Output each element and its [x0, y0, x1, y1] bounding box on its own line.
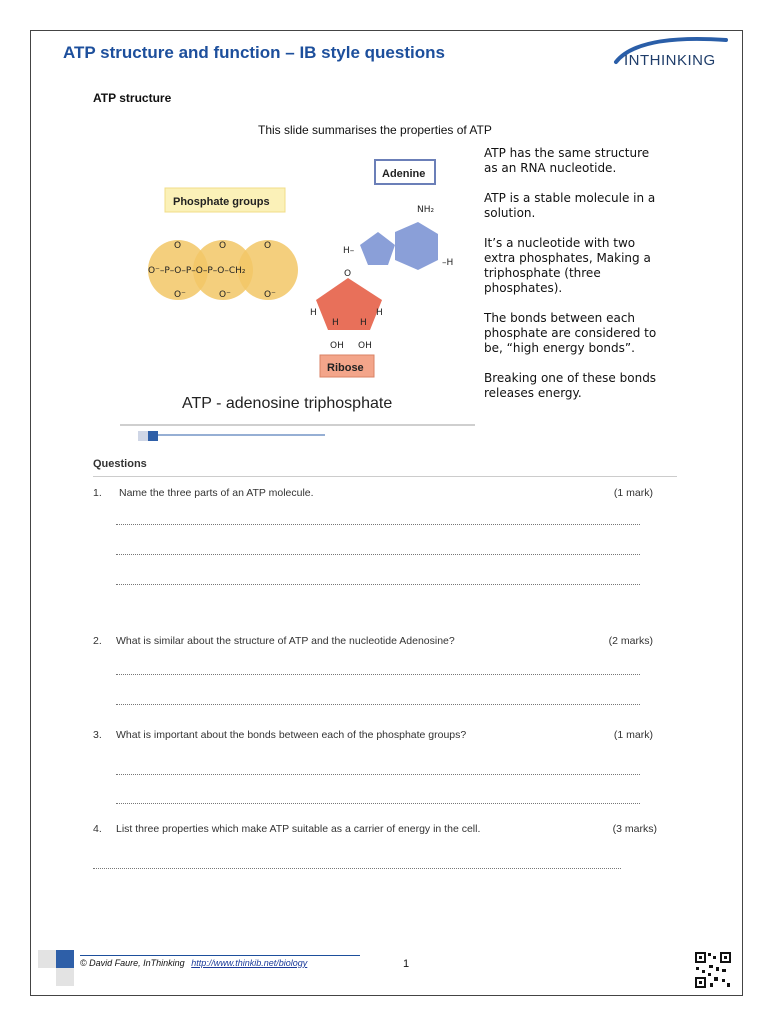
question-marks: (1 mark)	[613, 487, 653, 499]
answer-line[interactable]	[116, 803, 640, 804]
questions-heading: Questions	[93, 458, 147, 470]
page-title: ATP structure and function – IB style questions	[63, 43, 445, 62]
footer-decoration	[38, 950, 80, 986]
atp-diagram	[120, 150, 480, 450]
answer-line[interactable]	[116, 584, 640, 585]
adenine-ring-five	[360, 232, 395, 265]
section-heading: ATP structure	[93, 91, 172, 105]
svg-text:O: O	[264, 241, 272, 251]
svg-text:O: O	[174, 241, 182, 251]
footer-link[interactable]: http://www.thinkib.net/biology	[191, 958, 308, 968]
footer-rule	[80, 955, 360, 956]
note-3: It’s a nucleotide with two extra phosphates, Making a triphosphate (three phosphates).	[484, 236, 651, 295]
question-marks: (3 marks)	[612, 823, 657, 835]
footer-author: © David Faure, InThinking	[80, 958, 185, 968]
svg-text:OH: OH	[358, 341, 372, 351]
note-2: ATP is a stable molecule in a solution.	[484, 191, 656, 220]
answer-line[interactable]	[93, 868, 621, 869]
svg-text:O⁻: O⁻	[219, 290, 231, 300]
question-text: Name the three parts of an ATP molecule.	[119, 487, 314, 499]
svg-text:O⁻: O⁻	[264, 290, 276, 300]
question-marks: (1 mark)	[613, 729, 653, 741]
question-text: What is important about the bonds between each of the phosphate groups?	[116, 729, 467, 741]
ribose-ring	[316, 278, 382, 330]
svg-text:H: H	[376, 308, 383, 318]
adenine-ring-six	[395, 222, 438, 270]
note-4: The bonds between each phosphate are considered to be, “high energy bonds”.	[484, 311, 657, 355]
phosphate-label: Phosphate groups	[173, 196, 270, 208]
svg-text:–H: –H	[442, 258, 454, 268]
answer-line[interactable]	[116, 774, 640, 775]
note-5: Breaking one of these bonds releases energy.	[484, 371, 657, 400]
question-text: What is similar about the structure of ATP and the nucleotide Adenosine?	[116, 635, 455, 647]
svg-text:O: O	[344, 269, 352, 279]
question-number: 2.	[93, 635, 102, 647]
question-text: List three properties which make ATP suitable as a carrier of energy in the cell.	[116, 823, 481, 835]
slide-caption: This slide summarises the properties of ATP	[258, 123, 492, 137]
svg-text:O⁻: O⁻	[174, 290, 186, 300]
svg-text:H–: H–	[343, 246, 355, 256]
answer-line[interactable]	[116, 524, 640, 525]
question-number: 4.	[93, 823, 102, 835]
answer-line[interactable]	[116, 704, 640, 705]
page-number: 1	[403, 958, 410, 970]
svg-text:O⁻–P–O–P–O–P–O–CH₂: O⁻–P–O–P–O–P–O–CH₂	[148, 266, 246, 276]
question-number: 3.	[93, 729, 102, 741]
adenine-label: Adenine	[382, 168, 426, 180]
ribose-label: Ribose	[327, 362, 364, 374]
svg-text:O: O	[219, 241, 227, 251]
question-marks: (2 marks)	[608, 635, 653, 647]
note-1: ATP has the same structure as an RNA nucleotide.	[484, 146, 650, 175]
svg-text:H: H	[360, 318, 367, 328]
question-number: 1.	[93, 487, 102, 499]
svg-text:OH: OH	[330, 341, 344, 351]
answer-line[interactable]	[116, 674, 640, 675]
slide-notes	[484, 146, 659, 416]
questions-divider	[93, 476, 677, 477]
svg-text:H: H	[310, 308, 317, 318]
svg-text:NH₂: NH₂	[417, 205, 435, 215]
qr-code-icon	[694, 951, 732, 989]
answer-line[interactable]	[116, 554, 640, 555]
logo-text: INTHINKING	[624, 52, 716, 69]
diagram-caption: ATP - adenosine triphosphate	[182, 395, 393, 412]
svg-text:H: H	[332, 318, 339, 328]
footer-credit	[80, 958, 307, 968]
